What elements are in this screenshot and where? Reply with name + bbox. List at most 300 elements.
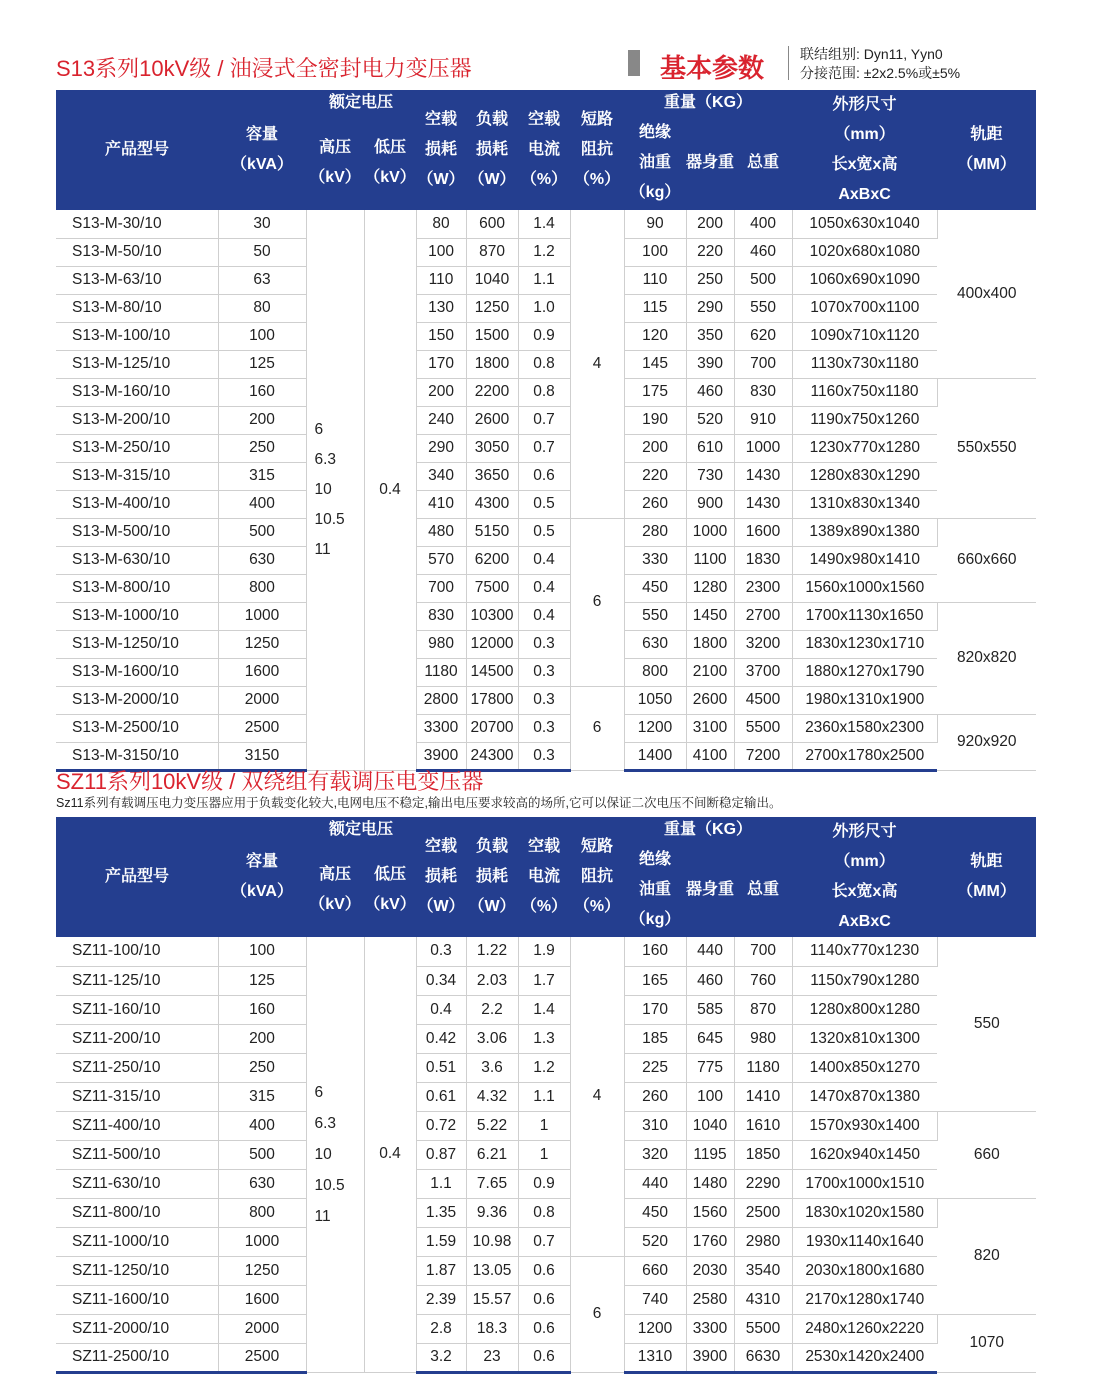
spec-table-s13 xyxy=(56,90,1036,772)
cell-oil-weight: 170 xyxy=(624,995,686,1024)
cell-oil-weight: 310 xyxy=(624,1111,686,1140)
cell-no-load-loss: 2800 xyxy=(416,686,466,714)
hv-value: 6.3 xyxy=(314,1114,337,1132)
cell-model: SZ11-1250/10 xyxy=(56,1256,218,1285)
col-header-capacity-line: 容量 xyxy=(245,853,278,870)
cell-total-weight: 870 xyxy=(734,995,792,1024)
cell-model: S13-M-2500/10 xyxy=(56,714,218,742)
cell-capacity: 2500 xyxy=(218,1343,306,1372)
col-header-oil-line: （kg） xyxy=(629,183,681,201)
cell-no-load-loss: 0.72 xyxy=(416,1111,466,1140)
cell-no-load-current: 0.8 xyxy=(518,1198,570,1227)
cell-no-load-current: 0.3 xyxy=(518,686,570,714)
cell-body-weight: 4100 xyxy=(686,742,734,770)
col-header-dims xyxy=(792,90,937,210)
cell-no-load-loss: 570 xyxy=(416,546,466,574)
cell-hv-values xyxy=(306,210,364,770)
cell-gauge: 660x660 xyxy=(937,518,1036,602)
cell-no-load-loss: 0.61 xyxy=(416,1082,466,1111)
cell-gauge: 660 xyxy=(937,1111,1036,1198)
cell-model: SZ11-800/10 xyxy=(56,1198,218,1227)
col-header-no-load-current xyxy=(518,817,570,937)
cell-dimensions: 1160x750x1180 xyxy=(792,378,937,406)
cell-gauge: 920x920 xyxy=(937,714,1036,770)
cell-model: SZ11-100/10 xyxy=(56,937,218,966)
col-header-no-load-current-line: 电流 xyxy=(528,141,561,158)
cell-no-load-loss: 170 xyxy=(416,350,466,378)
cell-dimensions: 2480x1260x2220 xyxy=(792,1314,937,1343)
cell-capacity: 630 xyxy=(218,1169,306,1198)
cell-dimensions: 1490x980x1410 xyxy=(792,546,937,574)
cell-no-load-loss: 340 xyxy=(416,462,466,490)
cell-no-load-loss: 0.87 xyxy=(416,1140,466,1169)
table-row xyxy=(56,1285,1036,1314)
cell-model: S13-M-630/10 xyxy=(56,546,218,574)
table-row xyxy=(56,630,1036,658)
cell-capacity: 1000 xyxy=(218,1227,306,1256)
cell-capacity: 100 xyxy=(218,322,306,350)
cell-no-load-loss: 100 xyxy=(416,238,466,266)
col-header-no-load-current-line: （%） xyxy=(520,898,568,915)
col-header-lv xyxy=(364,842,416,937)
cell-dimensions: 2530x1420x2400 xyxy=(792,1343,937,1372)
cell-model: S13-M-2000/10 xyxy=(56,686,218,714)
cell-gauge: 820 xyxy=(937,1198,1036,1314)
col-header-dims xyxy=(792,817,937,937)
cell-dimensions: 2170x1280x1740 xyxy=(792,1285,937,1314)
table-row xyxy=(56,462,1036,490)
cell-no-load-current: 0.4 xyxy=(518,574,570,602)
cell-load-loss: 9.36 xyxy=(466,1198,518,1227)
cell-body-weight: 520 xyxy=(686,406,734,434)
col-header-capacity-line: 容量 xyxy=(245,126,278,143)
table-row xyxy=(56,1111,1036,1140)
cell-no-load-current: 1.7 xyxy=(518,966,570,995)
cell-no-load-loss: 0.3 xyxy=(416,937,466,966)
col-header-impedance-line: 短路 xyxy=(581,111,614,128)
cell-no-load-loss: 110 xyxy=(416,266,466,294)
cell-no-load-loss: 3900 xyxy=(416,742,466,770)
cell-model: SZ11-630/10 xyxy=(56,1169,218,1198)
table-row xyxy=(56,1140,1036,1169)
cell-dimensions: 1700x1000x1510 xyxy=(792,1169,937,1198)
cell-no-load-current: 0.3 xyxy=(518,742,570,770)
cell-model: SZ11-250/10 xyxy=(56,1053,218,1082)
cell-total-weight: 2290 xyxy=(734,1169,792,1198)
cell-model: SZ11-2500/10 xyxy=(56,1343,218,1372)
col-header-dims-line: AxBxC xyxy=(838,913,891,930)
col-header-oil-line: 油重 xyxy=(639,880,672,898)
cell-no-load-current: 0.5 xyxy=(518,518,570,546)
col-header-impedance-line: （%） xyxy=(573,898,621,915)
cell-gauge: 1070 xyxy=(937,1314,1036,1372)
cell-load-loss: 24300 xyxy=(466,742,518,770)
col-header-load-loss-line: 负载 xyxy=(476,838,509,855)
cell-capacity: 630 xyxy=(218,546,306,574)
cell-capacity: 80 xyxy=(218,294,306,322)
cell-model: S13-M-250/10 xyxy=(56,434,218,462)
cell-oil-weight: 440 xyxy=(624,1169,686,1198)
cell-oil-weight: 320 xyxy=(624,1140,686,1169)
cell-capacity: 30 xyxy=(218,210,306,238)
cell-load-loss: 1250 xyxy=(466,294,518,322)
cell-impedance: 6 xyxy=(570,1256,624,1372)
table-row xyxy=(56,1314,1036,1343)
cell-total-weight: 1850 xyxy=(734,1140,792,1169)
table-row xyxy=(56,378,1036,406)
cell-model: SZ11-315/10 xyxy=(56,1082,218,1111)
col-header-impedance xyxy=(570,90,624,210)
cell-total-weight: 1610 xyxy=(734,1111,792,1140)
cell-capacity: 200 xyxy=(218,1024,306,1053)
cell-total-weight: 2500 xyxy=(734,1198,792,1227)
col-header-lv-line: 低压 xyxy=(374,138,407,156)
cell-oil-weight: 165 xyxy=(624,966,686,995)
cell-load-loss: 14500 xyxy=(466,658,518,686)
cell-load-loss: 7500 xyxy=(466,574,518,602)
cell-load-loss: 1040 xyxy=(466,266,518,294)
cell-body-weight: 3100 xyxy=(686,714,734,742)
cell-no-load-loss: 0.42 xyxy=(416,1024,466,1053)
table-row xyxy=(56,518,1036,546)
cell-oil-weight: 220 xyxy=(624,462,686,490)
cell-model: S13-M-315/10 xyxy=(56,462,218,490)
cell-body-weight: 390 xyxy=(686,350,734,378)
cell-no-load-current: 1 xyxy=(518,1140,570,1169)
cell-no-load-loss: 1.1 xyxy=(416,1169,466,1198)
cell-total-weight: 980 xyxy=(734,1024,792,1053)
hv-value: 11 xyxy=(314,1207,331,1225)
cell-total-weight: 1430 xyxy=(734,490,792,518)
hv-value: 6 xyxy=(314,420,324,438)
cell-no-load-loss: 3.2 xyxy=(416,1343,466,1372)
cell-dimensions: 1020x680x1080 xyxy=(792,238,937,266)
cell-no-load-loss: 830 xyxy=(416,602,466,630)
cell-total-weight: 1180 xyxy=(734,1053,792,1082)
cell-capacity: 800 xyxy=(218,574,306,602)
cell-dimensions: 1560x1000x1560 xyxy=(792,574,937,602)
cell-model: S13-M-1600/10 xyxy=(56,658,218,686)
table-row xyxy=(56,434,1036,462)
hv-value: 10.5 xyxy=(314,1176,345,1194)
cell-load-loss: 2600 xyxy=(466,406,518,434)
table-row xyxy=(56,546,1036,574)
cell-total-weight: 2300 xyxy=(734,574,792,602)
col-header-model: 产品型号 xyxy=(56,817,218,937)
cell-oil-weight: 1050 xyxy=(624,686,686,714)
cell-total-weight: 620 xyxy=(734,322,792,350)
cell-capacity: 3150 xyxy=(218,742,306,770)
cell-oil-weight: 800 xyxy=(624,658,686,686)
cell-model: SZ11-500/10 xyxy=(56,1140,218,1169)
connection-group-note: 联结组别: Dyn11, Yyn0 xyxy=(800,46,943,62)
cell-total-weight: 4310 xyxy=(734,1285,792,1314)
col-header-no-load-current-line: 空载 xyxy=(528,111,561,128)
table-row xyxy=(56,1169,1036,1198)
cell-total-weight: 830 xyxy=(734,378,792,406)
cell-lv-value: 0.4 xyxy=(364,210,416,770)
table-row xyxy=(56,937,1036,966)
cell-no-load-current: 0.4 xyxy=(518,546,570,574)
table-row xyxy=(56,1053,1036,1082)
table-row xyxy=(56,406,1036,434)
cell-hv-values xyxy=(306,937,364,1372)
cell-body-weight: 250 xyxy=(686,266,734,294)
cell-load-loss: 600 xyxy=(466,210,518,238)
col-header-lv-line: 低压 xyxy=(374,865,407,883)
cell-load-loss: 5150 xyxy=(466,518,518,546)
col-header-no-load-loss xyxy=(416,817,466,937)
cell-no-load-current: 0.7 xyxy=(518,1227,570,1256)
cell-dimensions: 1070x700x1100 xyxy=(792,294,937,322)
cell-no-load-current: 0.5 xyxy=(518,490,570,518)
cell-dimensions: 2030x1800x1680 xyxy=(792,1256,937,1285)
cell-load-loss: 12000 xyxy=(466,630,518,658)
cell-no-load-loss: 3300 xyxy=(416,714,466,742)
cell-oil-weight: 450 xyxy=(624,574,686,602)
col-header-load-loss-line: 负载 xyxy=(476,111,509,128)
cell-body-weight: 3300 xyxy=(686,1314,734,1343)
cell-dimensions: 1389x890x1380 xyxy=(792,518,937,546)
cell-body-weight: 585 xyxy=(686,995,734,1024)
cell-capacity: 400 xyxy=(218,490,306,518)
table-row xyxy=(56,1227,1036,1256)
cell-body-weight: 900 xyxy=(686,490,734,518)
basic-params-title: 基本参数 xyxy=(660,53,765,83)
col-header-load-loss-line: 损耗 xyxy=(476,141,509,158)
section-description-sz11: Sz11系列有载调压电力变压器应用于负载变化较大,电网电压不稳定,输出电压要求较高的场所,它可以保证二次电压不间断稳定输出。 xyxy=(56,796,782,810)
cell-dimensions: 1620x940x1450 xyxy=(792,1140,937,1169)
cell-capacity: 500 xyxy=(218,1140,306,1169)
cell-capacity: 2500 xyxy=(218,714,306,742)
cell-model: S13-M-125/10 xyxy=(56,350,218,378)
col-header-impedance xyxy=(570,817,624,937)
cell-no-load-loss: 980 xyxy=(416,630,466,658)
cell-model: S13-M-200/10 xyxy=(56,406,218,434)
col-header-no-load-loss-line: 空载 xyxy=(425,111,458,128)
cell-oil-weight: 260 xyxy=(624,490,686,518)
cell-dimensions: 1980x1310x1900 xyxy=(792,686,937,714)
col-header-gauge-line: 轨距 xyxy=(970,853,1003,870)
cell-load-loss: 6200 xyxy=(466,546,518,574)
cell-total-weight: 5500 xyxy=(734,1314,792,1343)
col-header-gauge xyxy=(937,817,1036,937)
cell-model: SZ11-1600/10 xyxy=(56,1285,218,1314)
cell-model: SZ11-1000/10 xyxy=(56,1227,218,1256)
spec-table-sz11 xyxy=(56,817,1036,1374)
cell-capacity: 160 xyxy=(218,995,306,1024)
table-row xyxy=(56,490,1036,518)
col-header-load-loss xyxy=(466,817,518,937)
col-header-hv-line: 高压 xyxy=(318,138,351,156)
cell-dimensions: 2360x1580x2300 xyxy=(792,714,937,742)
col-header-dims-line: 外形尺寸 xyxy=(832,96,897,113)
cell-body-weight: 2580 xyxy=(686,1285,734,1314)
cell-dimensions: 1470x870x1380 xyxy=(792,1082,937,1111)
col-header-no-load-loss-line: 损耗 xyxy=(425,868,458,885)
cell-body-weight: 220 xyxy=(686,238,734,266)
cell-oil-weight: 630 xyxy=(624,630,686,658)
cell-body-weight: 2100 xyxy=(686,658,734,686)
hv-value: 10 xyxy=(314,1145,332,1163)
col-header-no-load-loss-line: 空载 xyxy=(425,838,458,855)
col-header-dims-line: （mm） xyxy=(834,126,895,143)
cell-capacity: 1250 xyxy=(218,1256,306,1285)
col-header-gauge-line: （MM） xyxy=(957,883,1016,900)
cell-load-loss: 1800 xyxy=(466,350,518,378)
cell-oil-weight: 185 xyxy=(624,1024,686,1053)
col-header-capacity-line: （kVA） xyxy=(231,156,293,173)
cell-capacity: 125 xyxy=(218,966,306,995)
col-header-oil xyxy=(624,842,686,937)
cell-body-weight: 1560 xyxy=(686,1198,734,1227)
col-header-no-load-current-line: 电流 xyxy=(528,868,561,885)
col-header-gauge xyxy=(937,90,1036,210)
cell-model: S13-M-50/10 xyxy=(56,238,218,266)
col-header-body: 器身重 xyxy=(686,842,734,937)
cell-load-loss: 3050 xyxy=(466,434,518,462)
cell-oil-weight: 1200 xyxy=(624,714,686,742)
cell-load-loss: 18.3 xyxy=(466,1314,518,1343)
cell-body-weight: 3900 xyxy=(686,1343,734,1372)
header-divider xyxy=(788,46,789,80)
cell-total-weight: 4500 xyxy=(734,686,792,714)
cell-no-load-current: 0.3 xyxy=(518,630,570,658)
tap-range-note: 分接范围: ±2x2.5%或±5% xyxy=(800,65,961,81)
col-header-dims-line: 外形尺寸 xyxy=(832,823,897,840)
table-row xyxy=(56,574,1036,602)
col-header-total: 总重 xyxy=(734,115,792,210)
cell-no-load-loss: 1.59 xyxy=(416,1227,466,1256)
cell-gauge: 550x550 xyxy=(937,378,1036,518)
cell-gauge: 400x400 xyxy=(937,210,1036,378)
cell-capacity: 1000 xyxy=(218,602,306,630)
cell-dimensions: 1400x850x1270 xyxy=(792,1053,937,1082)
cell-dimensions: 2700x1780x2500 xyxy=(792,742,937,770)
cell-load-loss: 15.57 xyxy=(466,1285,518,1314)
cell-model: S13-M-63/10 xyxy=(56,266,218,294)
col-header-body: 器身重 xyxy=(686,115,734,210)
col-header-oil-line: 油重 xyxy=(639,153,672,171)
basic-params-header xyxy=(628,44,1008,84)
cell-dimensions: 1320x810x1300 xyxy=(792,1024,937,1053)
cell-oil-weight: 160 xyxy=(624,937,686,966)
cell-total-weight: 910 xyxy=(734,406,792,434)
col-header-no-load-current-line: （%） xyxy=(520,171,568,188)
cell-load-loss: 2.2 xyxy=(466,995,518,1024)
cell-total-weight: 700 xyxy=(734,937,792,966)
cell-capacity: 160 xyxy=(218,378,306,406)
col-header-lv-line: （kV） xyxy=(364,895,416,913)
col-header-lv xyxy=(364,115,416,210)
cell-body-weight: 1800 xyxy=(686,630,734,658)
cell-body-weight: 200 xyxy=(686,210,734,238)
hv-value: 6.3 xyxy=(314,450,337,468)
cell-no-load-loss: 0.51 xyxy=(416,1053,466,1082)
table-row xyxy=(56,1198,1036,1227)
cell-no-load-current: 0.6 xyxy=(518,1285,570,1314)
cell-body-weight: 460 xyxy=(686,378,734,406)
cell-capacity: 125 xyxy=(218,350,306,378)
cell-no-load-current: 1.9 xyxy=(518,937,570,966)
cell-capacity: 1600 xyxy=(218,1285,306,1314)
cell-load-loss: 13.05 xyxy=(466,1256,518,1285)
cell-body-weight: 1280 xyxy=(686,574,734,602)
cell-no-load-current: 1.1 xyxy=(518,1082,570,1111)
cell-oil-weight: 1310 xyxy=(624,1343,686,1372)
cell-no-load-current: 1.0 xyxy=(518,294,570,322)
col-header-no-load-loss-line: （W） xyxy=(417,171,465,188)
table-row xyxy=(56,714,1036,742)
cell-body-weight: 290 xyxy=(686,294,734,322)
cell-no-load-loss: 1.35 xyxy=(416,1198,466,1227)
cell-capacity: 500 xyxy=(218,518,306,546)
cell-no-load-loss: 480 xyxy=(416,518,466,546)
cell-no-load-current: 0.7 xyxy=(518,406,570,434)
col-header-oil-line: （kg） xyxy=(629,910,681,928)
cell-load-loss: 1500 xyxy=(466,322,518,350)
cell-dimensions: 1570x930x1400 xyxy=(792,1111,937,1140)
cell-impedance: 4 xyxy=(570,937,624,1256)
cell-no-load-current: 1 xyxy=(518,1111,570,1140)
cell-dimensions: 1090x710x1120 xyxy=(792,322,937,350)
cell-model: SZ11-400/10 xyxy=(56,1111,218,1140)
cell-oil-weight: 110 xyxy=(624,266,686,294)
cell-no-load-current: 0.6 xyxy=(518,1256,570,1285)
cell-no-load-loss: 130 xyxy=(416,294,466,322)
cell-model: S13-M-500/10 xyxy=(56,518,218,546)
hv-value: 10.5 xyxy=(314,510,345,528)
col-header-dims-line: 长x宽x高 xyxy=(831,156,898,173)
col-header-no-load-current-line: 空载 xyxy=(528,838,561,855)
cell-no-load-current: 0.8 xyxy=(518,350,570,378)
section-title-sz11: SZ11系列10kV级 / 双绕组有载调压电变压器 xyxy=(56,769,484,794)
cell-dimensions: 1280x800x1280 xyxy=(792,995,937,1024)
col-header-hv-line: （kV） xyxy=(309,168,361,186)
col-header-capacity xyxy=(218,90,306,210)
cell-no-load-loss: 290 xyxy=(416,434,466,462)
col-header-load-loss-line: （W） xyxy=(468,898,516,915)
col-header-gauge-line: 轨距 xyxy=(970,126,1003,143)
cell-load-loss: 3.06 xyxy=(466,1024,518,1053)
cell-load-loss: 6.21 xyxy=(466,1140,518,1169)
col-header-oil-line: 绝缘 xyxy=(639,123,672,141)
cell-total-weight: 1600 xyxy=(734,518,792,546)
cell-body-weight: 1100 xyxy=(686,546,734,574)
table-row xyxy=(56,238,1036,266)
table-row xyxy=(56,1343,1036,1372)
cell-body-weight: 460 xyxy=(686,966,734,995)
cell-total-weight: 1410 xyxy=(734,1082,792,1111)
col-header-dims-line: 长x宽x高 xyxy=(831,883,898,900)
cell-capacity: 2000 xyxy=(218,1314,306,1343)
hv-value: 11 xyxy=(314,540,331,558)
cell-body-weight: 100 xyxy=(686,1082,734,1111)
cell-total-weight: 3200 xyxy=(734,630,792,658)
cell-oil-weight: 280 xyxy=(624,518,686,546)
col-header-impedance-line: 阻抗 xyxy=(581,141,614,158)
cell-dimensions: 1230x770x1280 xyxy=(792,434,937,462)
cell-oil-weight: 520 xyxy=(624,1227,686,1256)
cell-capacity: 1250 xyxy=(218,630,306,658)
col-header-hv-line: 高压 xyxy=(318,865,351,883)
col-header-gauge-line: （MM） xyxy=(957,156,1016,173)
cell-dimensions: 1700x1130x1650 xyxy=(792,602,937,630)
cell-no-load-current: 0.4 xyxy=(518,602,570,630)
cell-oil-weight: 90 xyxy=(624,210,686,238)
cell-oil-weight: 225 xyxy=(624,1053,686,1082)
table-row xyxy=(56,266,1036,294)
